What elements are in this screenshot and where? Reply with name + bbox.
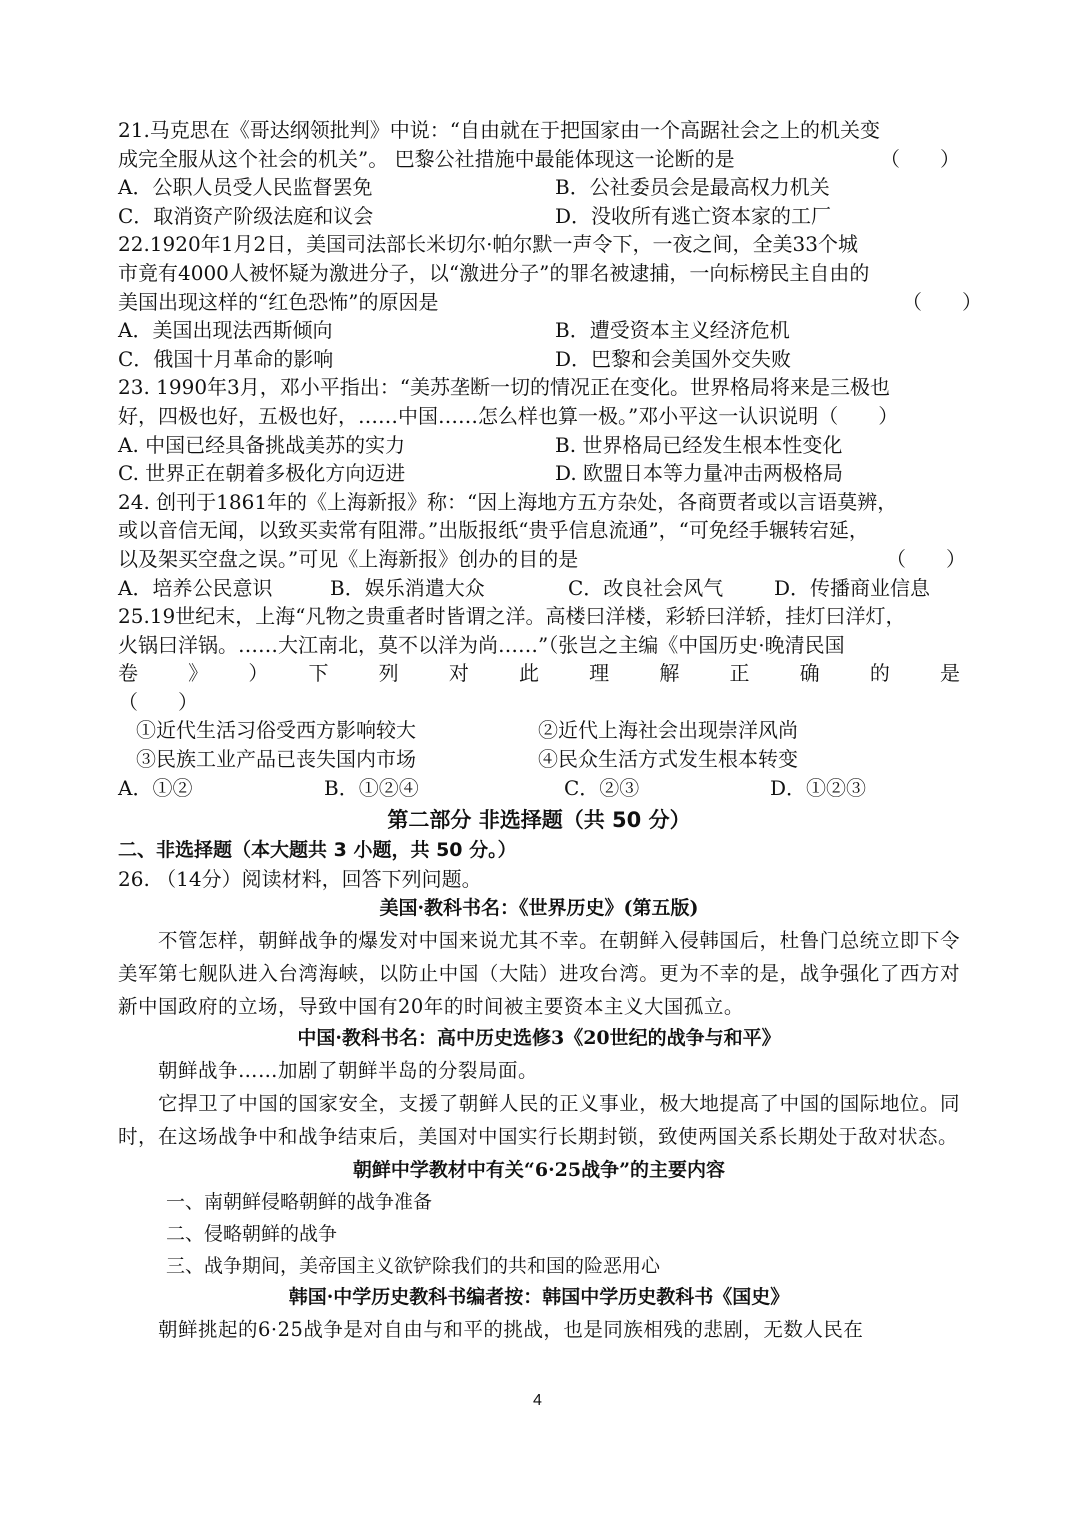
option-d: D．巴黎和会美国外交失败 bbox=[555, 346, 792, 371]
statement-1: ①近代生活习俗受西方影响较大 bbox=[136, 718, 416, 743]
option-b: B．公社委员会是最高权力机关 bbox=[555, 175, 830, 200]
question-25 bbox=[118, 602, 960, 802]
answer-bracket: （ ） bbox=[118, 689, 198, 714]
question-21 bbox=[118, 116, 960, 230]
option-b: B. 世界格局已经发生根本性变化 bbox=[555, 432, 843, 457]
question-23-options-row2 bbox=[118, 459, 960, 488]
option-b: B．娱乐消遣大众 bbox=[330, 575, 485, 600]
question-25-options bbox=[118, 774, 960, 803]
question-26-intro: 26. （14分）阅读材料，回答下列问题。 bbox=[118, 866, 482, 891]
question-22-stem-end: 美国出现这样的“红色恐怖”的原因是 bbox=[118, 289, 439, 314]
answer-bracket: （ ） bbox=[902, 289, 982, 314]
question-21-options-row2 bbox=[118, 202, 960, 231]
question-24-stem-end: 以及架买空盘之误。”可见《上海新报》创办的目的是 bbox=[118, 546, 579, 571]
question-22-options-row2 bbox=[118, 345, 960, 374]
statement-3: ③民族工业产品已丧失国内市场 bbox=[136, 747, 416, 772]
question-23 bbox=[118, 373, 960, 487]
question-22-options-row1 bbox=[118, 316, 960, 345]
cn-textbook-excerpt-2: 它捍卫了中国的国家安全，支援了朝鲜人民的正义事业，极大地提高了中国的国际地位。同时，在这场战争中和战争结束后，美国对中国实行长期封锁，致使两国关系长期处于敌对状态。 bbox=[118, 1092, 960, 1149]
question-24-line1: 24. 创刊于1861年的《上海新报》称：“因上海地方五方杂处，各商贾者或以言语莫辨， bbox=[118, 489, 898, 514]
cn-textbook-title: 中国·教科书名：高中历史选修3《20世纪的战争与和平》 bbox=[297, 1027, 781, 1050]
section-heading: 二、非选择题（本大题共 3 小题，共 50 分。） bbox=[118, 839, 517, 862]
option-c: C．取消资产阶级法庭和议会 bbox=[118, 203, 374, 228]
question-23-line1: 23. 1990年3月，邓小平指出：“美苏垄断一切的情况正在变化。世界格局将来是三极也 bbox=[118, 375, 891, 400]
option-c: C. 世界正在朝着多极化方向迈进 bbox=[118, 461, 406, 486]
question-22-line2: 市竟有4000人被怀疑为激进分子，以“激进分子”的罪名被逮捕，一向标榜民主自由的 bbox=[118, 260, 870, 285]
page-number: 4 bbox=[533, 1392, 542, 1409]
page-content bbox=[118, 116, 982, 1346]
option-c: C．俄国十月革命的影响 bbox=[118, 346, 334, 371]
nk-textbook-title: 朝鲜中学教材中有关“6·25战争”的主要内容 bbox=[352, 1159, 726, 1182]
option-a: A．美国出现法西斯倾向 bbox=[118, 318, 333, 343]
question-22-line1: 22.1920年1月2日，美国司法部长米切尔·帕尔默一声令下，一夜之间，全美33个城 bbox=[118, 232, 858, 257]
option-c: C．改良社会风气 bbox=[568, 575, 724, 600]
us-textbook-title: 美国·教科书名：《世界历史》(第五版) bbox=[379, 897, 699, 920]
kr-textbook-title: 韩国·中学历史教科书编者按：韩国中学历史教科书《国史》 bbox=[288, 1286, 790, 1309]
question-22-line3 bbox=[118, 288, 982, 317]
question-25-items-row2 bbox=[118, 745, 960, 774]
question-25-line3: 卷 》 ） 下 列 对 此 理 解 正 确 的 是 bbox=[118, 661, 960, 686]
option-a: A．①② bbox=[118, 775, 193, 800]
question-25-items-row1 bbox=[118, 716, 960, 745]
part-two-title: 第二部分 非选择题（共 50 分） bbox=[387, 808, 691, 833]
question-24-line3 bbox=[118, 545, 966, 574]
option-a: A. 中国已经具备挑战美苏的实力 bbox=[118, 432, 406, 457]
question-23-line2: 好，四极也好，五极也好，……中国……怎么样也算一极。”邓小平这一认识说明（ ） bbox=[118, 403, 899, 428]
option-b: B．遭受资本主义经济危机 bbox=[555, 318, 790, 343]
option-d: D. 欧盟日本等力量冲击两极格局 bbox=[555, 461, 844, 486]
option-d: D．传播商业信息 bbox=[774, 575, 931, 600]
question-23-options-row1 bbox=[118, 431, 960, 460]
option-a: A．公职人员受人民监督罢免 bbox=[118, 175, 373, 200]
statement-4: ④民众生活方式发生根本转变 bbox=[538, 747, 798, 772]
answer-bracket: （ ） bbox=[886, 546, 966, 571]
option-b: B．①②④ bbox=[324, 775, 419, 800]
option-a: A．培养公民意识 bbox=[118, 575, 273, 600]
question-25-bracket-line bbox=[118, 688, 960, 717]
answer-bracket: （ ） bbox=[880, 146, 960, 171]
option-c: C．②③ bbox=[564, 775, 640, 800]
question-22 bbox=[118, 230, 982, 373]
question-21-options-row1 bbox=[118, 173, 960, 202]
option-d: D．①②③ bbox=[770, 775, 867, 800]
question-25-line1: 25.19世纪末，上海“凡物之贵重者时皆谓之洋。高楼曰洋楼，彩轿曰洋轿，挂灯曰洋灯， bbox=[118, 604, 906, 629]
question-21-line1: 21.马克思在《哥达纲领批判》中说：“自由就在于把国家由一个高踞社会之上的机关变 bbox=[118, 118, 881, 142]
kr-textbook-excerpt: 朝鲜挑起的6·25战争是对自由与和平的挑战，也是同族相残的悲剧，无数人民在 bbox=[158, 1318, 864, 1342]
nk-item-3: 三、战争期间，美帝国主义欲铲除我们的共和国的险恶用心 bbox=[166, 1255, 661, 1278]
cn-textbook-excerpt-1: 朝鲜战争……加剧了朝鲜半岛的分裂局面。 bbox=[158, 1059, 539, 1083]
question-24 bbox=[118, 488, 966, 602]
question-24-options bbox=[118, 574, 960, 603]
question-25-line2: 火锅曰洋锅。……大江南北，莫不以洋为尚……”（张岂之主编《中国历史·晚清民国 bbox=[118, 632, 845, 657]
us-textbook-excerpt: 不管怎样，朝鲜战争的爆发对中国来说尤其不幸。在朝鲜入侵韩国后，杜鲁门总统立即下令美军第七舰队进入台湾海峡，以防止中国（大陆）进攻台湾。更为不幸的是，战争强化了西方对新中国政府的立场，导致中国有20年的时间被主要资本主义大国孤立。 bbox=[118, 929, 960, 1019]
statement-2: ②近代上海社会出现崇洋风尚 bbox=[538, 718, 798, 743]
nk-item-1: 一、南朝鲜侵略朝鲜的战争准备 bbox=[166, 1191, 433, 1214]
question-24-line2: 或以音信无闻，以致买卖常有阻滞。”出版报纸“贵乎信息流通”，“可免经手辗转宕延， bbox=[118, 518, 869, 543]
question-21-stem-end: 成完全服从这个社会的机关”。 巴黎公社措施中最能体现这一论断的是 bbox=[118, 146, 735, 171]
nk-item-2: 二、侵略朝鲜的战争 bbox=[166, 1223, 338, 1246]
option-d: D．没收所有逃亡资本家的工厂 bbox=[555, 203, 832, 228]
question-21-line2 bbox=[118, 145, 960, 174]
